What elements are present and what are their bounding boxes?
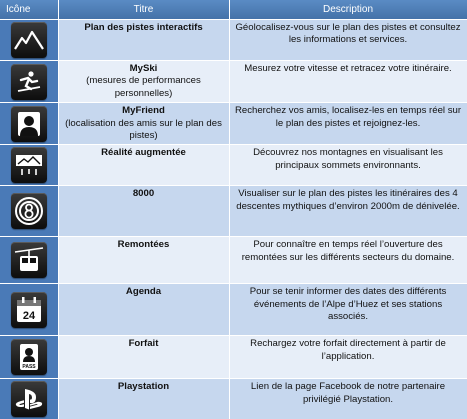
row-subtitle: (localisation des amis sur le plan des pistes): [65, 117, 222, 142]
title-cell: [58, 237, 229, 284]
icon-cell: [0, 186, 58, 237]
row-title: 8000: [132, 188, 155, 200]
title-cell: [58, 379, 229, 419]
row-subtitle: (mesures de performances personnelles): [86, 75, 201, 99]
icon-cell: [0, 336, 58, 379]
title-cell: [58, 103, 229, 145]
icon-cell: [0, 61, 58, 103]
icon-cell: [0, 20, 58, 61]
table-row: [0, 237, 467, 284]
calendar-icon-text: 24: [22, 309, 35, 322]
description-cell: Découvrez nos montagnes en visualisant les principaux sommets environnants.: [229, 145, 467, 186]
target-8000-icon: [11, 193, 47, 229]
table-row: [0, 379, 467, 419]
title-cell: [58, 61, 229, 103]
row-title: Réalité augmentée: [101, 147, 186, 159]
icon-cell: [0, 284, 58, 336]
row-title: MySki: [129, 63, 158, 74]
row-title: Agenda: [125, 286, 162, 298]
table-row: [0, 186, 467, 237]
icon-cell: [0, 103, 58, 145]
table-row: [0, 20, 467, 61]
description-cell: Visualiser sur le plan des pistes les itinéraires des 4 descentes mythiques d’environ 2000m de dénivelée.: [229, 186, 467, 237]
augmented-reality-icon: [11, 147, 47, 183]
title-cell: [58, 336, 229, 379]
playstation-icon: [11, 381, 47, 417]
calendar-icon: [11, 292, 47, 328]
table-row: [0, 61, 467, 103]
description-cell: Rechargez votre forfait directement à partir de l’application.: [229, 336, 467, 379]
row-title: Plan des pistes interactifs: [84, 22, 203, 33]
title-cell: [58, 284, 229, 336]
mountain-peaks-icon: [11, 22, 47, 58]
header-icon: Icône: [0, 0, 58, 20]
row-title: Remontées: [117, 239, 170, 251]
description-cell: Recherchez vos amis, localisez-les en temps réel sur le plan des pistes et rejoignez-les.: [229, 103, 467, 145]
header-description: Description: [229, 0, 467, 20]
description-cell: Géolocalisez-vous sur le plan des pistes et consultez les informations et services.: [229, 20, 467, 61]
ski-pass-icon-text: PASS: [22, 364, 36, 371]
row-title: MyFriend: [122, 105, 165, 117]
title-cell: [58, 145, 229, 186]
table-row: [0, 336, 467, 379]
header-row: [0, 0, 467, 20]
description-cell: Mesurez votre vitesse et retracez votre itinéraire.: [229, 61, 467, 103]
table-row: [0, 284, 467, 336]
description-cell: Pour se tenir informer des dates des différents événements de l’Alpe d’Huez et ses stations associés.: [229, 284, 467, 336]
title-cell: [58, 20, 229, 61]
icon-cell: [0, 237, 58, 284]
cable-car-icon: [11, 242, 47, 278]
table-row: [0, 103, 467, 145]
row-title: Forfait: [128, 338, 159, 350]
description-cell: Lien de la page Facebook de notre partenaire privilégié Playstation.: [229, 379, 467, 419]
icon-cell: [0, 379, 58, 419]
header-title: Titre: [58, 0, 229, 20]
icon-cell: [0, 145, 58, 186]
ski-pass-icon: [11, 339, 47, 375]
title-cell: [58, 186, 229, 237]
user-icon: [11, 106, 47, 142]
table-row: [0, 145, 467, 186]
description-cell: Pour connaître en temps réel l’ouverture des remontées sur les différents secteurs du domaine.: [229, 237, 467, 284]
row-title: Playstation: [117, 381, 170, 393]
skier-icon: [11, 64, 47, 100]
